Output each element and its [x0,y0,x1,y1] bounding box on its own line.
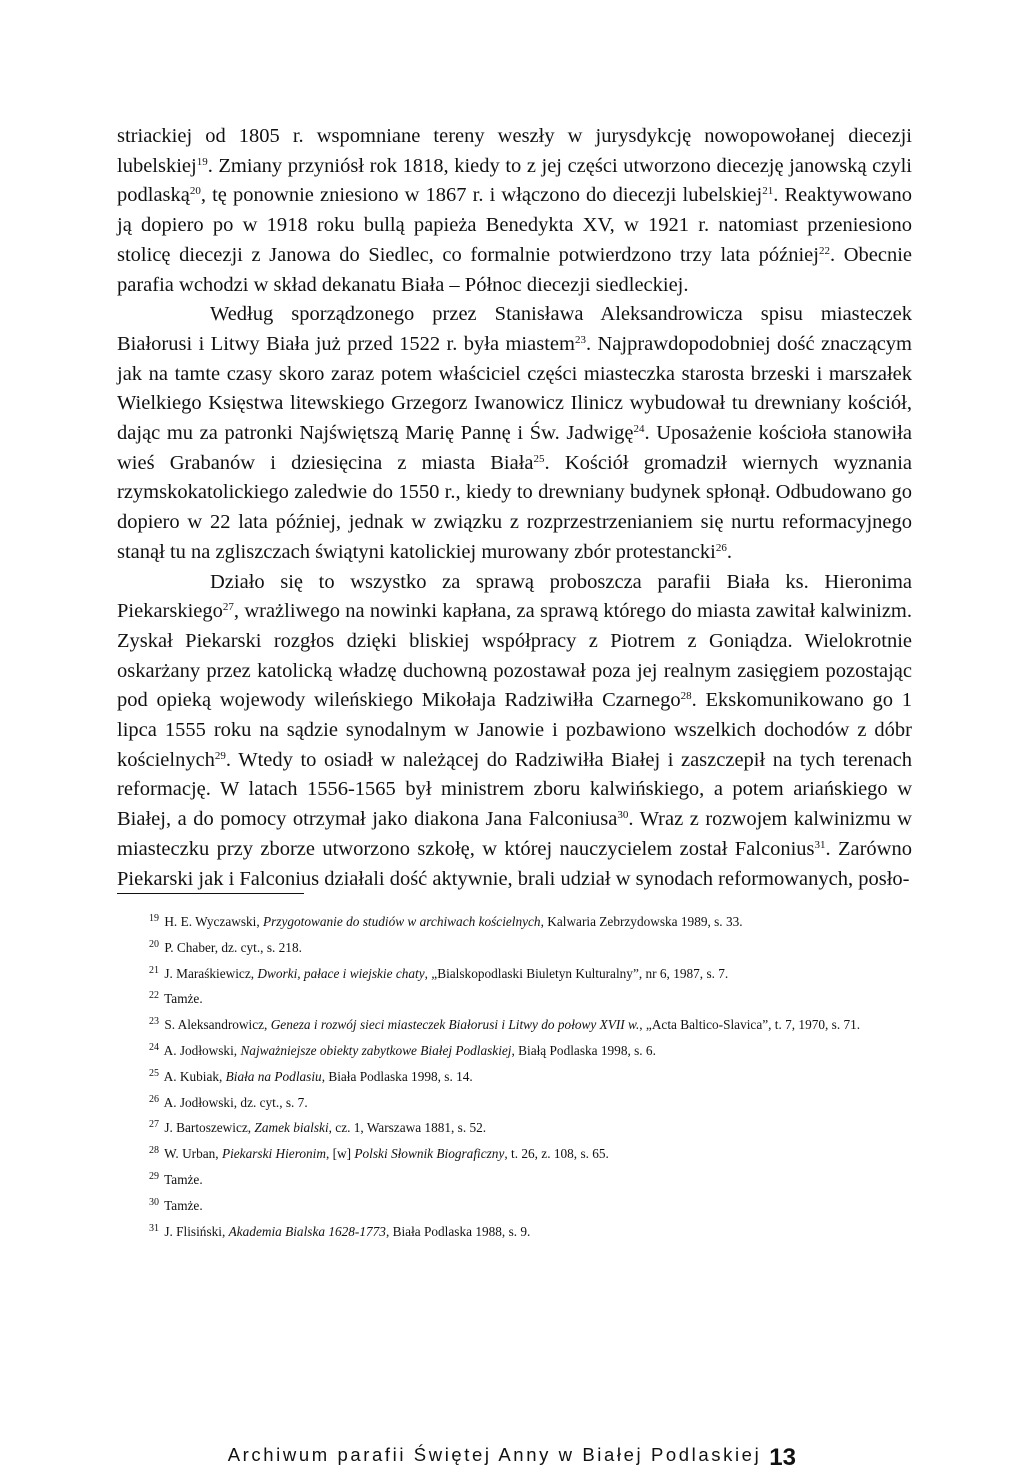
running-footer [228,1444,796,1472]
footnote-ref: 30 [617,809,629,822]
italic-title: Piekarski Hieronim [221,1146,326,1162]
italic-title: Dworki, pałace i wiejskie chaty [257,965,425,981]
footnote: $^{25}$ A. Kubiak, Biała na Podlasiu, Biała Podlaska 1998, s. 14. [149,1067,473,1084]
paragraph: striackiej od 1805 r. wspomniane tereny weszły w jurysdykcję nowopowołanej diecezji lubelskiej$^{19}$. Zmiany przyniósł rok 1818, kiedy to z jej części utworzono diecezję janowską czyli podlaską$^{20}$, tę ponownie zniesiono w 1867 r. i włączono do diecezji lubelskiej$^{21}$. Reaktywowano ją dopiero po w 1918 roku bullą papieża Benedykta XV, w 1921 r. natomiast przeniesiono stolicę diecezji z Janowa do Siedlec, co formalnie potwierdzono trzy lata później$^{22}$. Obecnie parafia wchodzi w skład dekanatu Biała – Północ diecezji siedleckiej. [117,125,913,296]
footnote-number: 19 [149,913,159,924]
footnote-number: 27 [149,1119,159,1131]
footnote-ref: 29 [214,749,226,762]
footnote-ref: 21 [762,185,774,198]
footnote: $^{23}$ S. Aleksandrowicz, Geneza i rozwój sieci miasteczek Białorusi i Litwy do połowy XVII w., „Acta Baltico-Slavica”, t. 7, 1970, s. 71. [149,1016,861,1033]
body-text [117,122,912,894]
footnote-number: 24 [149,1041,159,1053]
footnote: $^{26}$ A. Jodłowski, dz. cyt., s. 7. [149,1093,308,1110]
footnote-ref: 25 [533,452,545,465]
footnote-ref: 27 [222,601,234,614]
footnote-ref: 22 [818,244,830,257]
footnote-ref: 26 [715,541,727,554]
footnote: $^{28}$ W. Urban, Piekarski Hieronim, [w] Polski Słownik Biograficzny, t. 26, z. 108, s. 65. [149,1145,609,1162]
footnote: $^{30}$ Tamże. [149,1196,203,1213]
footnote-number: 28 [149,1145,159,1157]
italic-title: Zamek bialski [254,1120,329,1136]
footnote-number: 23 [149,1016,159,1028]
italic-title: Przygotowanie do studiów w archiwach kościelnych [262,914,541,929]
footnote-number: 20 [149,938,159,950]
footnote-separator [117,893,304,894]
footnote: $^{27}$ J. Bartoszewicz, Zamek bialski, cz. 1, Warszawa 1881, s. 52. [149,1119,487,1136]
running-title: Archiwum parafii Świętej Anny w Białej Podlaskiej [227,1444,762,1465]
footnotes [117,909,917,1244]
footnote-number: 30 [149,1196,159,1208]
footnote-ref: 31 [814,838,826,851]
footnote: $^{31}$ J. Flisiński, Akademia Bialska 1628-1773, Biała Podlaska 1988, s. 9. [149,1222,531,1239]
footnote: $^{24}$ A. Jodłowski, Najważniejsze obiekty zabytkowe Białej Podlaskiej, Białą Podlaska 1998, s. 6. [149,1041,656,1058]
footnote-number: 26 [149,1093,159,1105]
footnote-ref: 24 [633,423,645,436]
footnote-number: 22 [149,990,159,1002]
footnote-number: 21 [149,964,159,976]
italic-title: Akademia Bialska 1628-1773 [228,1223,386,1239]
footnote: $^{21}$ J. Maraśkiewicz, Dworki, pałace i wiejskie chaty, „Bialskopodlaski Biuletyn Kulturalny”, nr 6, 1987, s. 7. [149,964,729,981]
italic-title: Najważniejsze obiekty zabytkowe Białej Podlaskiej [240,1042,512,1058]
footnote-ref: 19 [196,155,208,168]
page-number: 13 [769,1444,796,1471]
footnote: $^{22}$ Tamże. [149,990,203,1007]
footnote-ref: 20 [189,185,201,198]
document-page [117,122,913,1471]
footnote-ref: 23 [574,333,586,346]
footnote-number: 25 [149,1067,159,1079]
italic-title: Polski Słownik Biograficzny [354,1146,505,1162]
footnote-number: 29 [149,1170,159,1182]
paragraph: Działo się to wszystko za sprawą proboszcza parafii Biała ks. Hieronima Piekarskiego$^{27}$, wrażliwego na nowinki kapłana, za sprawą którego do miasta zawitał kalwinizm. Zyskał Piekarski rozgłos dzięki bliskiej współpracy z Piotrem z Goniądza. Wielokrotnie oskarżany przez katolicką władzę duchowną pozostawał poza jej realnym zasięgiem pozostając pod opieką wojewody wileńskiego Mikołaja Radziwiłła Czarnego$^{28}$. Ekskomunikowano go 1 lipca 1555 roku na sądzie synodalnym w Janowie i pozbawiono wszelkich dochodów z dóbr kościelnych$^{29}$. Wtedy to osiadł w należącej do Radziwiłła Białej i zaszczepił na tych terenach reformację. W latach 1556-1565 był ministrem zboru kalwińskiego, a potem ariańskiego w Białej, a do pomocy otrzymał jako diakona Jana Falconiusa$^{30}$. Wraz z rozwojem kalwinizmu w miasteczku przy zborze utworzono szkołę, w której nauczycielem został Falconius$^{31}$. Zarówno Piekarski jak i Falconius działali dość aktywnie, brali udział w synodach reformowanych, posło- [117,570,912,890]
italic-title: Geneza i rozwój sieci miasteczek Białorusi i Litwy do połowy XVII w. [270,1017,640,1033]
footnote-ref: 28 [680,690,692,703]
italic-title: Biała na Podlasiu [225,1068,322,1084]
paragraph: Według sporządzonego przez Stanisława Aleksandrowicza spisu miasteczek Białorusi i Litwy Biała już przed 1522 r. była miastem$^{23}$. Najprawdopodobniej dość znaczącym jak na tamte czasy skoro zaraz potem właściciel części miasteczka starosta brzeski i marszałek Wielkiego Księstwa litewskiego Grzegorz Iwanowicz Ilinicz wybudował tu drewniany kościół, dając mu za patronki Najświętszą Marię Pannę i Św. Jadwigę$^{24}$. Uposażenie kościoła stanowiła wieś Grabanów i dziesięcina z miasta Biała$^{25}$. Kościół gromadził wiernych wyznania rzymskokatolickiego zaledwie do 1550 r., kiedy to drewniany budynek spłonął. Odbudowano go dopiero w 22 lata później, jednak w związku z rozprzestrzenianiem się nurtu reformacyjnego stanął tu na zgliszczach świątyni katolickiej murowany zbór protestancki$^{26}$. [117,303,913,563]
footnote: $^{19}$ H. E. Wyczawski, Przygotowanie do studiów w archiwach kościelnych, Kalwaria Zebrzydowska 1989, s. 33. [149,913,743,929]
footnote-number: 31 [149,1222,159,1234]
footnote: $^{29}$ Tamże. [149,1170,203,1187]
footnote: $^{20}$ P. Chaber, dz. cyt., s. 218. [149,938,302,955]
